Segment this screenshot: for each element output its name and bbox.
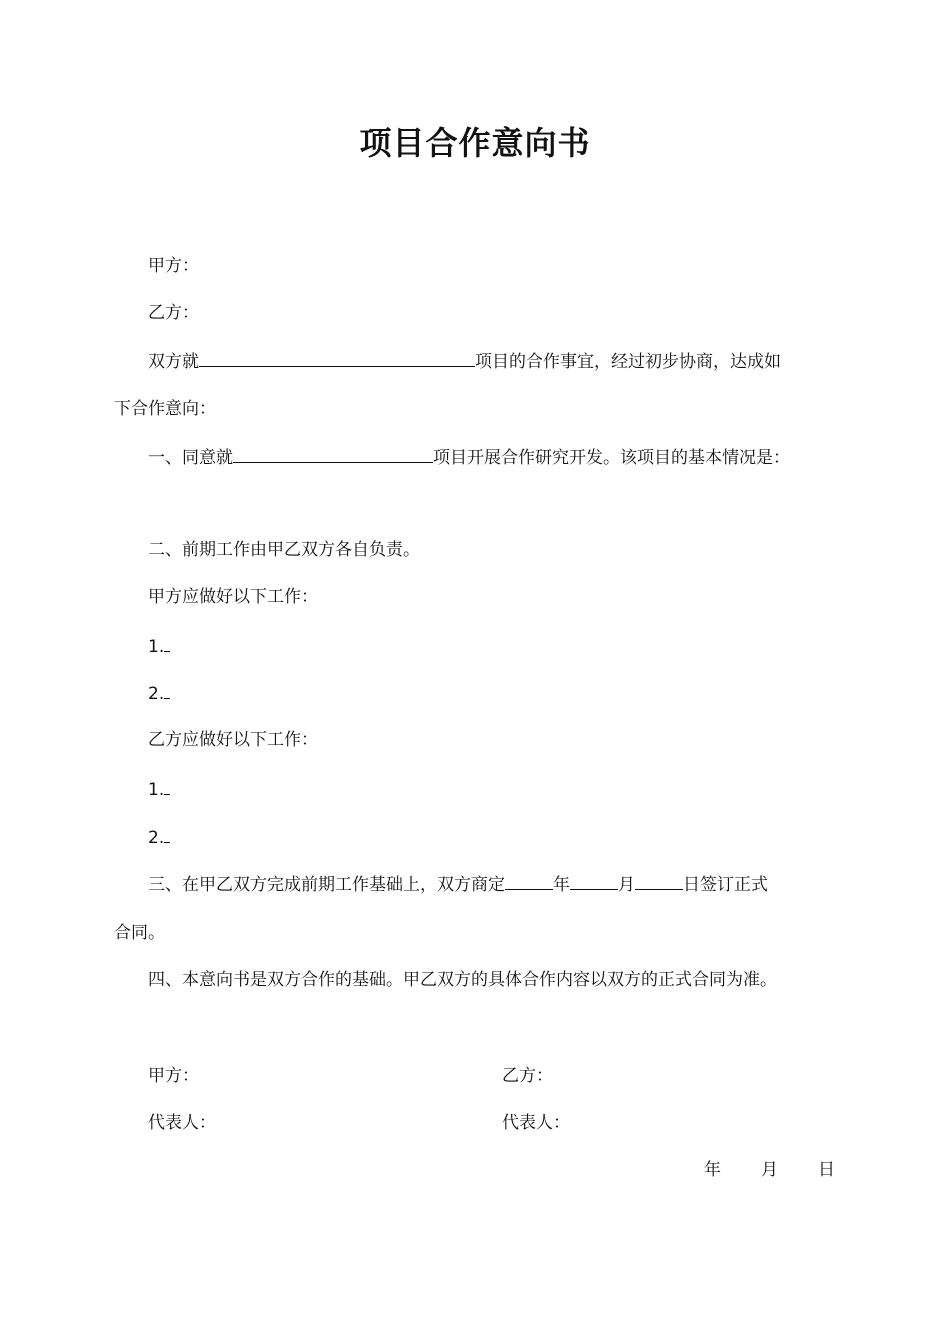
party-a-task-1 (148, 633, 170, 659)
signature-rep-b (502, 1111, 570, 1135)
intro-suffix: 项目的合作事宜，经过初步协商，达成如 (475, 352, 781, 372)
party-b-task-1-number: 1. (148, 780, 165, 800)
clause-3-continued (114, 921, 165, 945)
signature-rep-a-label: 代表人： (148, 1113, 216, 1133)
signature-date (704, 1158, 835, 1182)
clause-4-text: 四、本意向书是双方合作的基础。甲乙双方的具体合作内容以双方的正式合同为准。 (148, 970, 777, 990)
clause-2-text: 二、前期工作由甲乙双方各自负责。 (148, 540, 420, 560)
clause-3-year: 年 (553, 875, 570, 895)
party-a-tasks-heading-text: 甲方应做好以下工作： (148, 587, 318, 607)
party-b-task-1 (148, 776, 170, 802)
party-a-task-2 (148, 680, 170, 706)
clause-3-prefix: 三、在甲乙双方完成前期工作基础上，双方商定 (148, 875, 505, 895)
clause-1-suffix: 项目开展合作研究开发。该项目的基本情况是： (433, 448, 790, 468)
signature-party-b (502, 1064, 553, 1088)
clause-2 (148, 538, 420, 562)
date-year: 年 (704, 1160, 721, 1180)
clause-4 (148, 968, 777, 992)
party-a-task-1-blank (164, 633, 170, 652)
intro-continued (114, 397, 216, 421)
project-name-blank (199, 348, 475, 367)
party-b-tasks-heading (148, 728, 318, 752)
intro-paragraph (148, 348, 781, 374)
party-b-line (148, 301, 199, 325)
party-a-task-1-number: 1. (148, 637, 165, 657)
clause-1-prefix: 一、同意就 (148, 448, 233, 468)
party-a-task-2-blank (164, 680, 170, 699)
party-b-task-2-number: 2. (148, 828, 165, 848)
party-b-tasks-heading-text: 乙方应做好以下工作： (148, 730, 318, 750)
signature-rep-b-label: 代表人： (502, 1113, 570, 1133)
intro-prefix: 双方就 (148, 352, 199, 372)
party-b-task-2 (148, 824, 170, 850)
clause-3 (148, 871, 768, 897)
party-b-label: 乙方： (148, 303, 199, 323)
party-b-task-1-blank (164, 776, 170, 795)
clause-3-year-blank (505, 871, 553, 890)
clause-1-project-blank (233, 444, 433, 463)
document-title: 项目合作意向书 (359, 124, 591, 162)
clause-3-continued-text: 合同。 (114, 923, 165, 943)
clause-3-suffix: 日签订正式 (683, 875, 768, 895)
signature-party-a-label: 甲方： (148, 1066, 199, 1086)
party-a-label: 甲方： (148, 256, 199, 276)
party-a-line (148, 254, 199, 278)
clause-3-month-blank (570, 871, 618, 890)
date-day: 日 (818, 1160, 835, 1180)
date-month: 月 (761, 1160, 778, 1180)
clause-1 (148, 444, 790, 470)
party-b-task-2-blank (164, 824, 170, 843)
party-a-task-2-number: 2. (148, 684, 165, 704)
signature-party-b-label: 乙方： (502, 1066, 553, 1086)
signature-party-a (148, 1064, 199, 1088)
clause-3-month: 月 (618, 875, 635, 895)
intro-continued-text: 下合作意向： (114, 399, 216, 419)
signature-rep-a (148, 1111, 216, 1135)
party-a-tasks-heading (148, 585, 318, 609)
clause-3-day-blank (635, 871, 683, 890)
